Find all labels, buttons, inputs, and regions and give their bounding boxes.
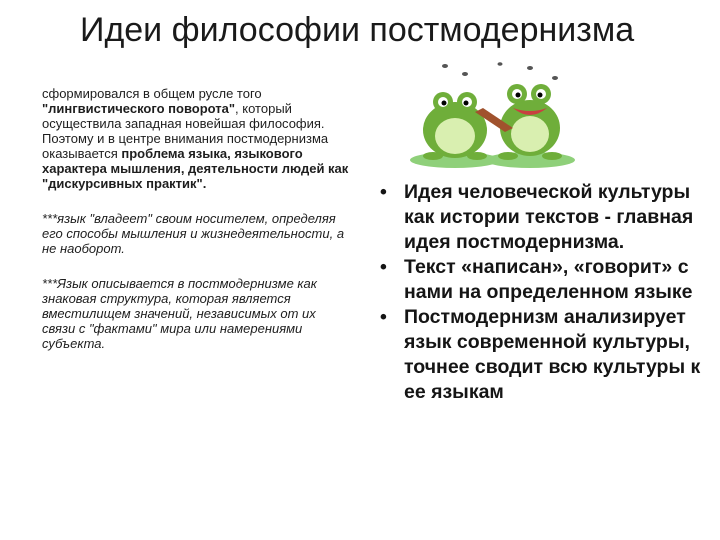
- flies-icon: [442, 62, 558, 80]
- bullet-marker: •: [380, 256, 387, 278]
- bullet-marker: •: [380, 306, 387, 328]
- intro-text-2: , который осуществила западная новейшая философия. Поэтому и в центре внимания постмодернизма оказывается: [42, 101, 329, 161]
- intro-text-1: сформировался в общем русле того: [42, 86, 262, 101]
- bullet-text: Текст «написан», «говорит» с нами на определенном языке: [404, 256, 693, 303]
- frogs-illustration: [405, 60, 580, 170]
- bullet-marker: •: [380, 181, 387, 203]
- left-text-block: [42, 86, 352, 351]
- bullet-item: [380, 305, 710, 405]
- intro-paragraph: [42, 86, 352, 191]
- bullet-item: [380, 180, 710, 255]
- slide-title: Идеи философии постмодернизма: [80, 11, 635, 49]
- bullet-text: Постмодернизм анализирует язык современной культуры, точнее сводит всю культуры к ее языкам: [404, 306, 701, 403]
- note-sign-structure: ***Язык описывается в постмодернизме как знаковая структура, которая является вместилищем значений, независимых от их связи с "фактами" мира или намерениями субъекта.: [42, 276, 317, 351]
- bullet-list: [380, 180, 710, 405]
- frog-left-icon: [423, 92, 487, 160]
- bullet-text: Идея человеческой культуры как истории текстов - главная идея постмодернизма.: [404, 181, 694, 253]
- bullet-item: [380, 255, 710, 305]
- intro-bold-1: "лингвистического поворота": [42, 101, 236, 116]
- frog-right-icon: [498, 84, 562, 160]
- intro-bold-2: проблема языка, языкового характера мышления, деятельности людей как "дискурсивных практик".: [42, 146, 349, 191]
- note-language-owns: ***язык "владеет" своим носителем, определяя его способы мышления и жизнедеятельности, а не наоборот.: [42, 211, 345, 256]
